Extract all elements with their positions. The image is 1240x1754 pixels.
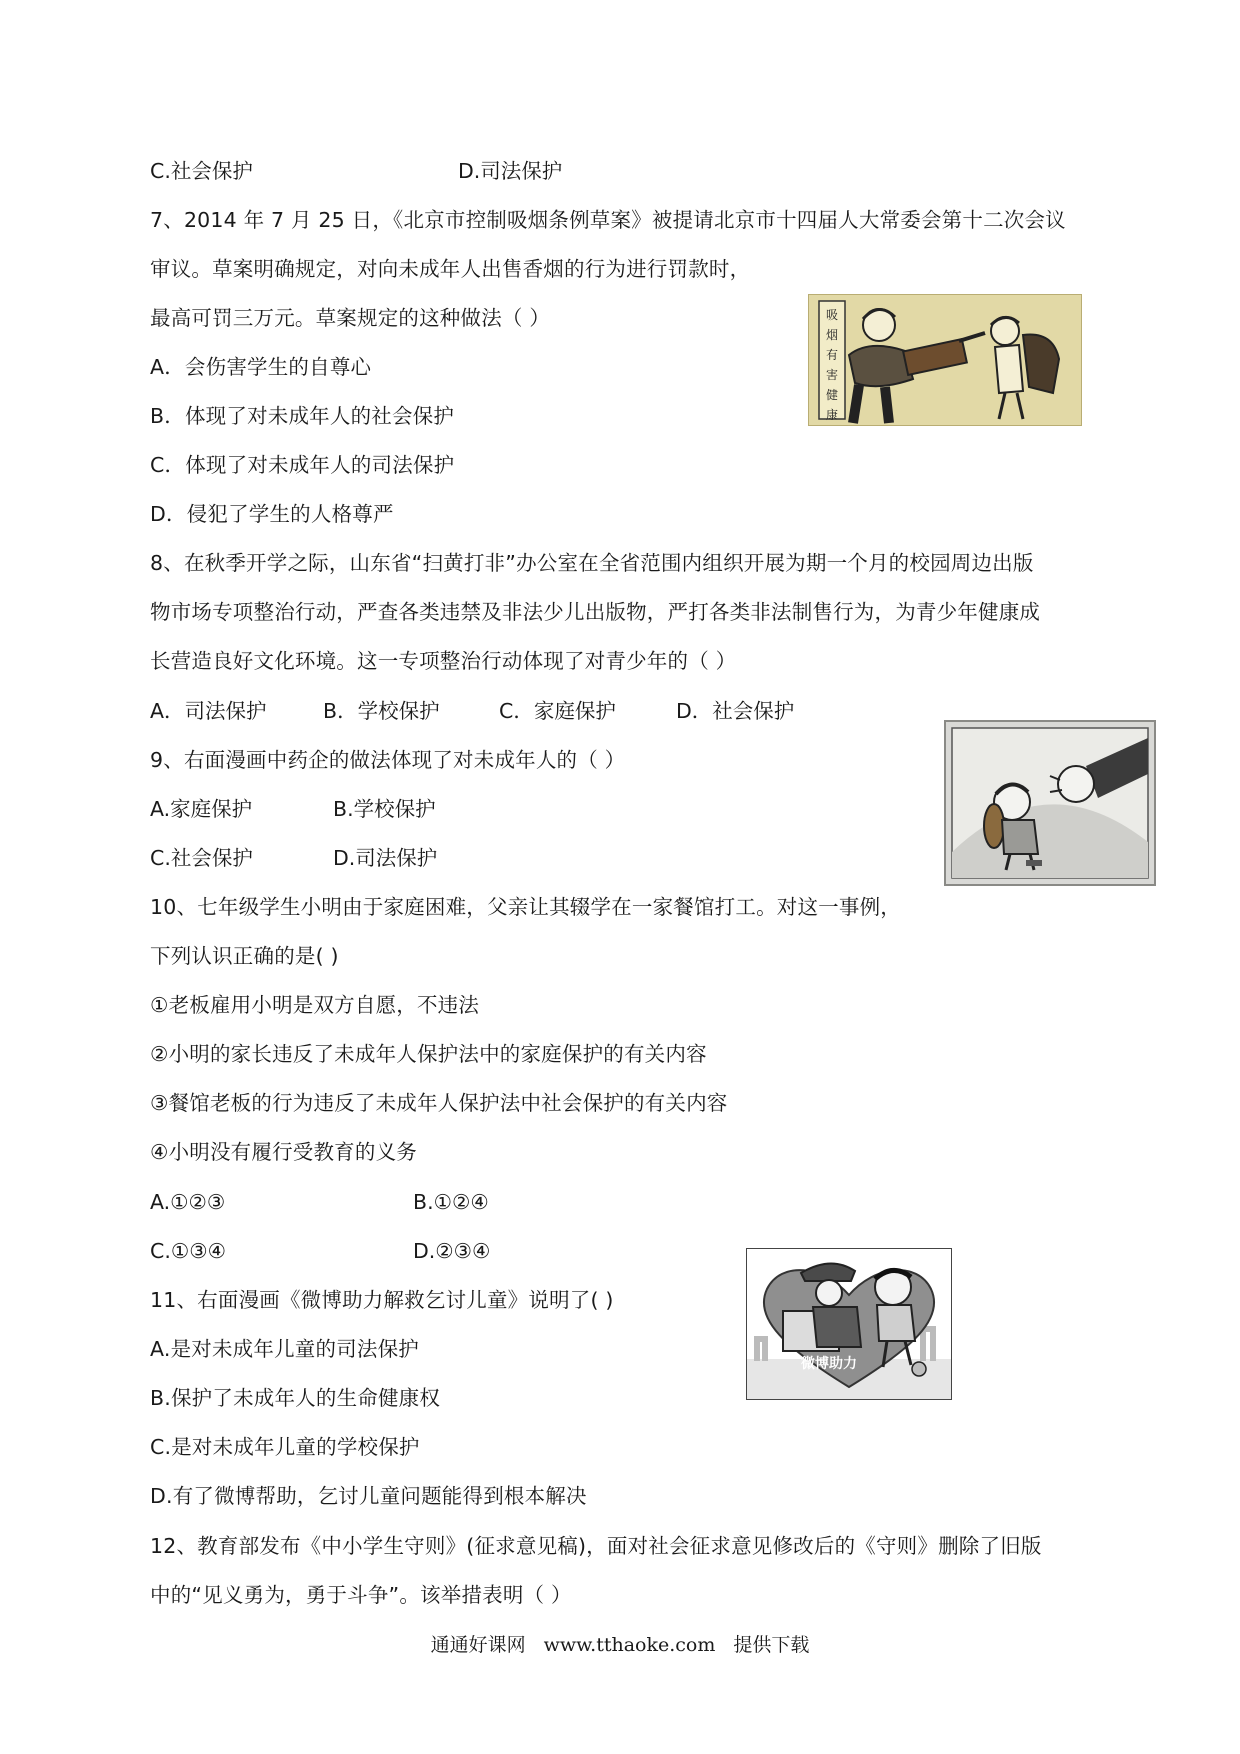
q6-option-c: C.社会保护 (150, 159, 253, 183)
q8-option-b: B．学校保护 (323, 699, 440, 723)
q8-option-d: D．社会保护 (676, 699, 795, 723)
footer-suffix: 提供下载 (733, 1634, 810, 1656)
q10-option-c: C.①③④ (150, 1239, 226, 1263)
q7-option-c: C．体现了对未成年人的司法保护 (150, 453, 455, 477)
q9-option-c: C.社会保护 (150, 846, 253, 870)
q8-option-a: A．司法保护 (150, 699, 267, 723)
q11-stem: 11、右面漫画《微博助力解救乞讨儿童》说明了( ) (150, 1288, 614, 1312)
q8-stem-line-3: 长营造良好文化环境。这一专项整治行动体现了对青少年的（ ） (150, 649, 737, 673)
page-footer (0, 1630, 1240, 1657)
q11-cartoon-drawing (747, 1249, 951, 1399)
q7-stem-line-3: 最高可罚三万元。草案规定的这种做法（ ） (150, 306, 551, 330)
q7-option-a: A．会伤害学生的自尊心 (150, 355, 372, 379)
q11-option-d: D.有了微博帮助，乞讨儿童问题能得到根本解决 (150, 1484, 587, 1508)
q10-option-d: D.②③④ (413, 1239, 491, 1263)
q10-option-a: A.①②③ (150, 1190, 226, 1214)
q9-option-b: B.学校保护 (333, 797, 436, 821)
q9-cartoon-drawing (946, 722, 1154, 884)
q7-cartoon-sign-text: 吸烟有害健康 (825, 308, 838, 422)
q7-smoking-cartoon (808, 294, 1082, 426)
q10-option-b: B.①②④ (413, 1190, 489, 1214)
q9-option-a: A.家庭保护 (150, 797, 253, 821)
q10-statement-4: ④小明没有履行受教育的义务 (150, 1140, 417, 1164)
q10-statement-2: ②小明的家长违反了未成年人保护法中的家庭保护的有关内容 (150, 1042, 707, 1066)
q9-option-d: D.司法保护 (333, 846, 438, 870)
q8-stem-line-1: 8、在秋季开学之际，山东省“扫黄打非”办公室在全省范围内组织开展为期一个月的校园周边出版 (150, 551, 1034, 575)
q7-stem-line-1: 7、2014 年 7 月 25 日，《北京市控制吸烟条例草案》被提请北京市十四届人大常委会第十二次会议 (150, 208, 1066, 232)
q8-option-c: C．家庭保护 (499, 699, 616, 723)
q10-statement-3: ③餐馆老板的行为违反了未成年人保护法中社会保护的有关内容 (150, 1091, 728, 1115)
q11-weibo-cartoon (746, 1248, 952, 1400)
q11-option-b: B.保护了未成年人的生命健康权 (150, 1386, 441, 1410)
q12-stem-line-2: 中的“见义勇为，勇于斗争”。该举措表明（ ） (150, 1583, 572, 1607)
q7-option-d: D．侵犯了学生的人格尊严 (150, 502, 394, 526)
q12-stem-line-1: 12、教育部发布《中小学生守则》(征求意见稿)，面对社会征求意见修改后的《守则》删除了旧版 (150, 1534, 1042, 1558)
q9-stem: 9、右面漫画中药企的做法体现了对未成年人的（ ） (150, 748, 626, 772)
q8-stem-line-2: 物市场专项整治行动，严查各类违禁及非法少儿出版物，严打各类非法制售行为，为青少年健康成 (150, 600, 1041, 624)
q10-stem-line-2: 下列认识正确的是( ) (150, 944, 339, 968)
q10-stem-line-1: 10、七年级学生小明由于家庭困难，父亲让其辍学在一家餐馆打工。对这一事例， (150, 895, 901, 919)
footer-url[interactable]: www.tthaoke.com (543, 1634, 716, 1656)
q11-option-a: A.是对未成年儿童的司法保护 (150, 1337, 419, 1361)
q6-option-d: D.司法保护 (458, 159, 563, 183)
q7-stem-line-2: 审议。草案明确规定，对向未成年人出售香烟的行为进行罚款时， (150, 257, 751, 281)
q9-medicine-cartoon (944, 720, 1156, 886)
q10-statement-1: ①老板雇用小明是双方自愿，不违法 (150, 993, 480, 1017)
q7-option-b: B．体现了对未成年人的社会保护 (150, 404, 455, 428)
q11-option-c: C.是对未成年儿童的学校保护 (150, 1435, 420, 1459)
q11-cartoon-label: 微博助力 (801, 1356, 857, 1372)
q7-cartoon-drawing (809, 295, 1081, 425)
footer-site-name: 通通好课网 (430, 1634, 526, 1656)
